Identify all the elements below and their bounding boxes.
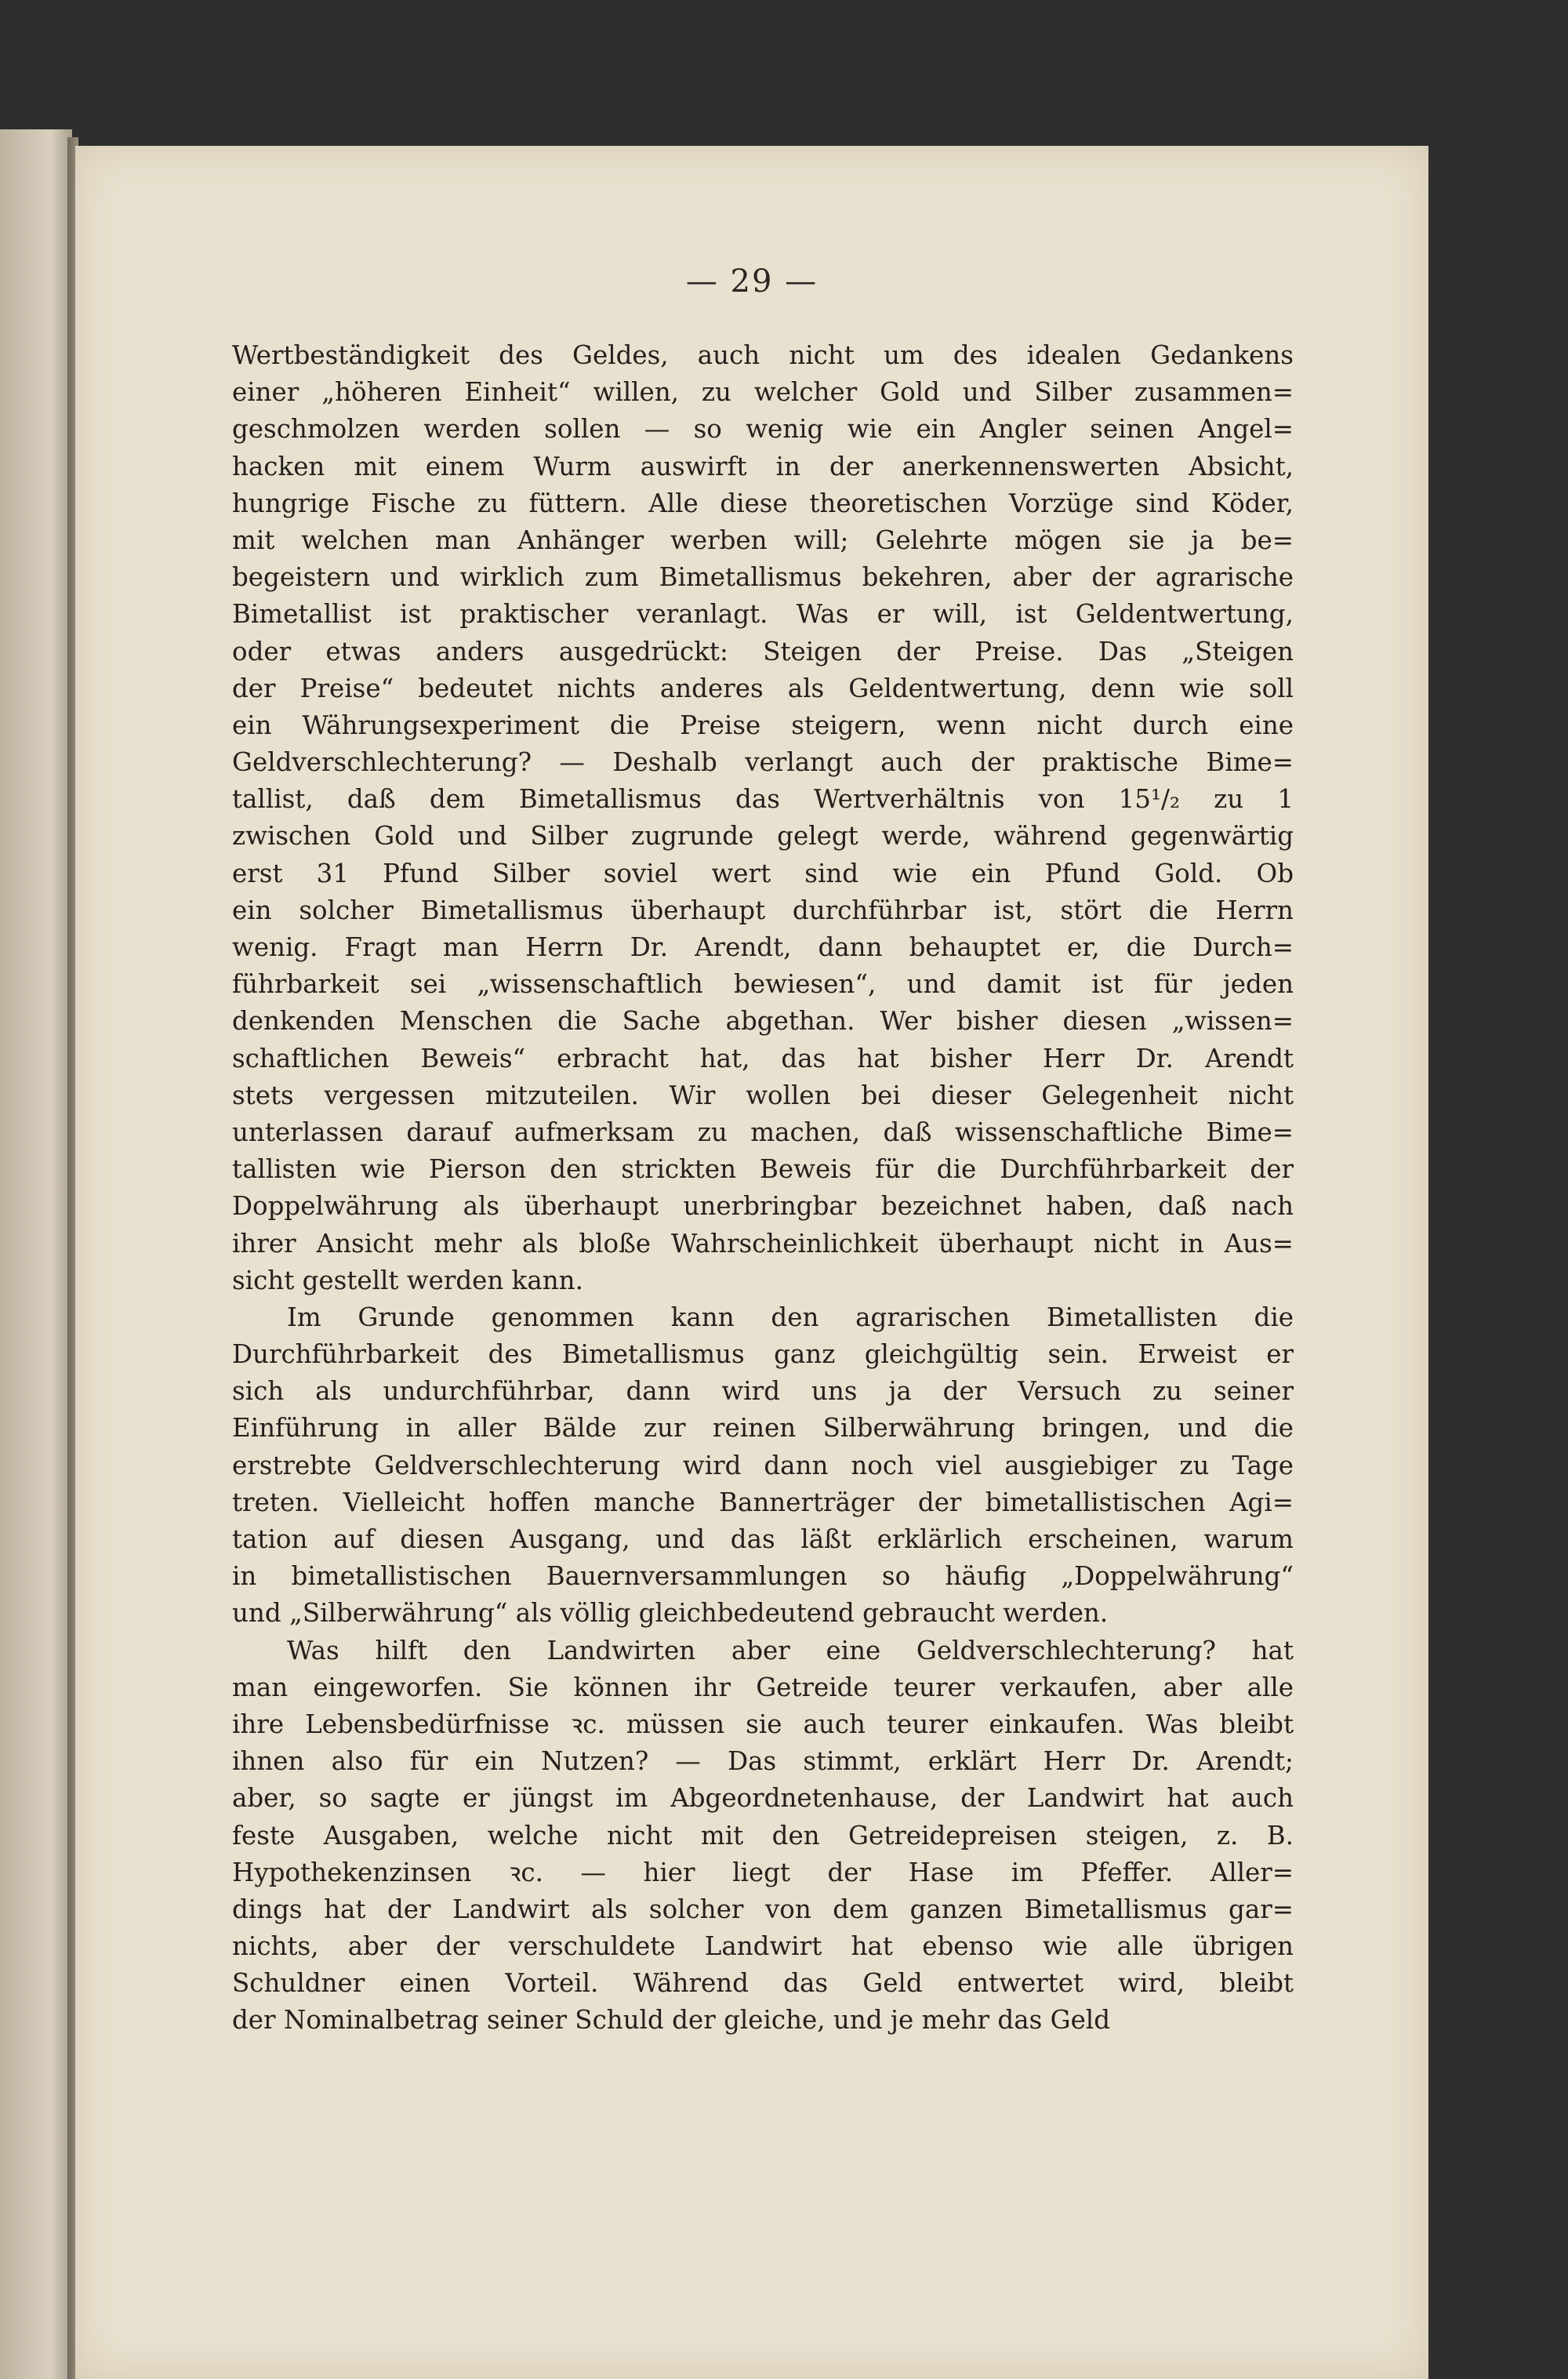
text-line: sicht gestellt werden kann.: [232, 1265, 583, 1295]
text-line: Geldverschlechterung? — Deshalb verlangt auch der praktische Bime=: [232, 747, 1294, 778]
text-line: sich als undurchführbar, dann wird uns ja der Versuch zu seiner: [232, 1376, 1294, 1407]
text-line: oder etwas anders ausgedrückt: Steigen der Preise. Das „Steigen: [232, 636, 1294, 666]
book-page: [75, 146, 1428, 2379]
text-line: stets vergessen mitzuteilen. Wir wollen bei dieser Gelegenheit nicht: [232, 1080, 1294, 1110]
text-line: tation auf diesen Ausgang, und das läßt erklärlich erscheinen, warum: [232, 1524, 1294, 1554]
text-line: erstrebte Geldverschlechterung wird dann noch viel ausgiebiger zu Tage: [232, 1450, 1294, 1480]
text-line: mit welchen man Anhänger werben will; Gelehrte mögen sie ja be=: [232, 525, 1294, 555]
text-line: der Nominalbetrag seiner Schuld der gleiche, und je mehr das Geld: [232, 2005, 1110, 2036]
text-line: Schuldner einen Vorteil. Während das Geld entwertet wird, bleibt: [232, 1968, 1294, 1999]
text-line: Bimetallist ist praktischer veranlagt. Was er will, ist Geldentwertung,: [232, 599, 1294, 630]
text-line: Im Grunde genommen kann den agrarischen Bimetallisten die: [287, 1302, 1294, 1332]
text-line: ein Währungsexperiment die Preise steigern, wenn nicht durch eine: [232, 710, 1294, 740]
text-line: in bimetallistischen Bauernversammlungen so häufig „Doppelwährung“: [232, 1561, 1294, 1592]
text-line: aber, so sagte er jüngst im Abgeordnetenhause, der Landwirt hat auch: [232, 1783, 1294, 1814]
text-line: einer „höheren Einheit“ willen, zu welcher Gold und Silber zusammen=: [232, 377, 1294, 408]
text-line: man eingeworfen. Sie können ihr Getreide teurer verkaufen, aber alle: [232, 1672, 1294, 1702]
text-line: Doppelwährung als überhaupt unerbringbar bezeichnet haben, daß nach: [232, 1191, 1294, 1222]
text-line: ihrer Ansicht mehr als bloße Wahrscheinlichkeit überhaupt nicht in Aus=: [232, 1228, 1294, 1259]
text-line: schaftlichen Beweis“ erbracht hat, das hat bisher Herr Dr. Arendt: [232, 1043, 1294, 1073]
text-line: der Preise“ bedeutet nichts anderes als Geldentwertung, denn wie soll: [232, 673, 1294, 703]
text-line: tallisten wie Pierson den strickten Beweis für die Durchführbarkeit der: [232, 1154, 1294, 1185]
text-line: nichts, aber der verschuldete Landwirt hat ebenso wie alle übrigen: [232, 1931, 1294, 1962]
text-line: führbarkeit sei „wissenschaftlich bewiesen“, und damit ist für jeden: [232, 969, 1294, 1000]
text-line: dings hat der Landwirt als solcher von dem ganzen Bimetallismus gar=: [232, 1894, 1294, 1924]
text-line: wenig. Fragt man Herrn Dr. Arendt, dann behauptet er, die Durch=: [232, 932, 1294, 962]
text-line: geschmolzen werden sollen — so wenig wie ein Angler seinen Angel=: [232, 414, 1294, 445]
text-line: begeistern und wirklich zum Bimetallismus bekehren, aber der agrarische: [232, 562, 1294, 593]
text-line: Wertbeständigkeit des Geldes, auch nicht um des idealen Gedankens: [232, 340, 1294, 370]
text-line: ihre Lebensbedürfnisse ꝛc. müssen sie auch teurer einkaufen. Was bleibt: [232, 1709, 1294, 1739]
text-line: ein solcher Bimetallismus überhaupt durchführbar ist, stört die Herrn: [232, 895, 1294, 925]
text-line: und „Silberwährung“ als völlig gleichbedeutend gebraucht werden.: [232, 1598, 1109, 1629]
left-page-edge: [0, 129, 72, 2379]
text-line: Hypothekenzinsen ꝛc. — hier liegt der Hase im Pfeffer. Aller=: [232, 1857, 1294, 1887]
text-line: erst 31 Pfund Silber soviel wert sind wie ein Pfund Gold. Ob: [232, 858, 1294, 888]
text-line: denkenden Menschen die Sache abgethan. Wer bisher diesen „wissen=: [232, 1006, 1294, 1037]
text-line: feste Ausgaben, welche nicht mit den Getreidepreisen steigen, z. B.: [232, 1820, 1294, 1851]
text-line: hacken mit einem Wurm auswirft in der anerkennenswerten Absicht,: [232, 451, 1294, 481]
text-line: treten. Vielleicht hoffen manche Bannerträger der bimetallistischen Agi=: [232, 1487, 1294, 1517]
text-line: zwischen Gold und Silber zugrunde gelegt werde, während gegenwärtig: [232, 821, 1294, 852]
text-line: Was hilft den Landwirten aber eine Geldverschlechterung? hat: [287, 1635, 1294, 1665]
text-line: tallist, daß dem Bimetallismus das Wertverhältnis von 15¹/₂ zu 1: [232, 784, 1294, 815]
text-line: Einführung in aller Bälde zur reinen Silberwährung bringen, und die: [232, 1413, 1294, 1444]
text-line: ihnen also für ein Nutzen? — Das stimmt, erklärt Herr Dr. Arendt;: [232, 1746, 1294, 1777]
text-line: Durchführbarkeit des Bimetallismus ganz gleichgültig sein. Erweist er: [232, 1339, 1294, 1370]
text-line: hungrige Fische zu füttern. Alle diese theoretischen Vorzüge sind Köder,: [232, 488, 1294, 518]
body-text: [232, 337, 1294, 2039]
page-number: — 29 —: [685, 263, 818, 300]
text-line: unterlassen darauf aufmerksam zu machen, daß wissenschaftliche Bime=: [232, 1117, 1294, 1147]
